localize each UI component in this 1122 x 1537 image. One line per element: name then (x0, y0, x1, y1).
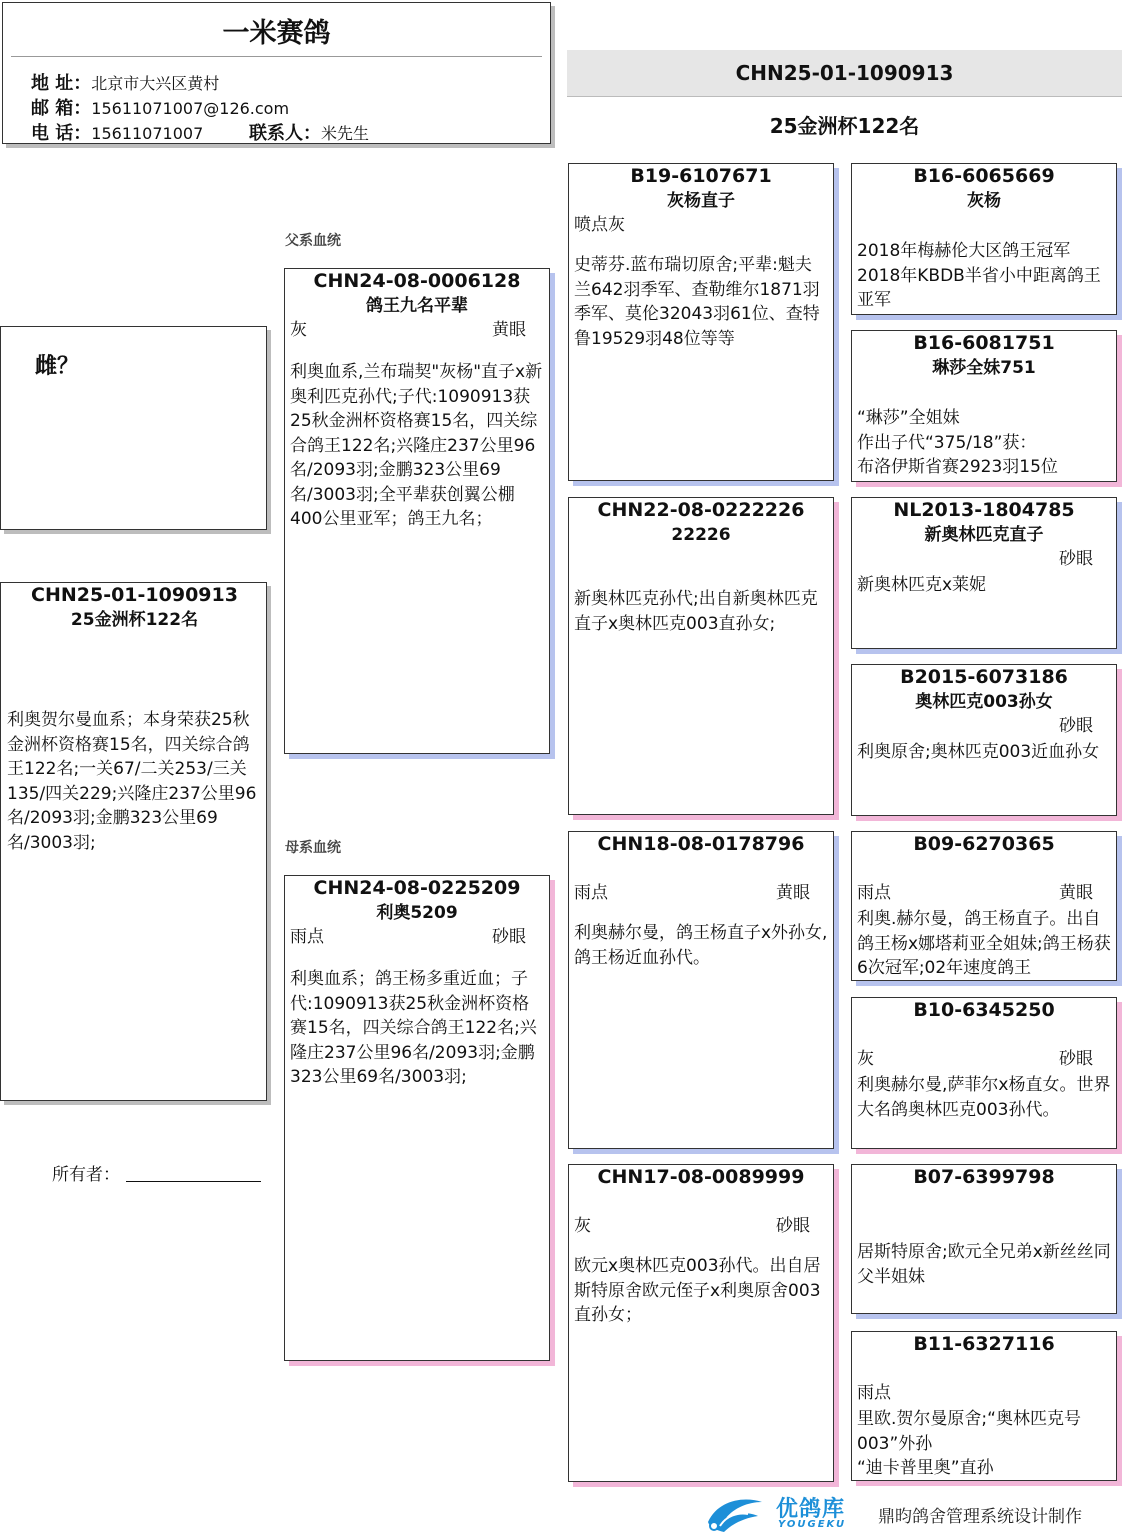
dam-traits (290, 925, 544, 951)
phone-label: 电 话： (31, 123, 92, 144)
gp-ring: B19-6107671 (630, 165, 772, 187)
gp-traits (574, 881, 828, 907)
ggp-color: 灰 (857, 1049, 874, 1069)
ggp-card-2 (851, 330, 1117, 482)
sire-traits (290, 318, 544, 344)
ggp-card-4 (851, 664, 1117, 816)
ggp-desc: 新奥林匹克x莱妮 (857, 575, 987, 595)
sire-section-label: 父系血统 (285, 233, 341, 249)
gp-name: 22226 (671, 524, 731, 545)
ggp-traits (857, 547, 1111, 573)
contact-label: 联系人： (249, 123, 321, 144)
ggp-eye: 砂眼 (1059, 716, 1093, 736)
address-row (31, 69, 219, 95)
sire-eye: 黄眼 (492, 320, 526, 340)
ggp-card-5 (851, 831, 1117, 981)
logo-subtext: YOUGEKU (778, 1519, 847, 1530)
gp-traits (574, 1214, 828, 1240)
ggp-name: 琳莎全妹751 (932, 357, 1036, 378)
ggp-ring: B16-6081751 (913, 332, 1055, 354)
dam-card (284, 875, 550, 1361)
ggp-desc: 2018年梅赫伦大区鸽王冠军 2018年KBDB半省小中距离鸽王亚军 (857, 241, 1101, 310)
subject-desc: 利奥贺尔曼血系；本身荣获25秋金洲杯资格赛15名，四关综合鸽王122名;一关67/二关253/三关135/四关229;兴隆庄237公里96名/2093羽;金鹏323公里69名/3003羽; (7, 710, 257, 853)
gp-name: 灰杨直子 (667, 190, 735, 211)
granddam-maternal-card (568, 1164, 834, 1482)
ggp-traits (857, 1381, 1111, 1407)
gp-name (574, 857, 828, 882)
ggp-eye: 砂眼 (1059, 1049, 1093, 1069)
header-divider (11, 56, 542, 57)
owner-signature-line[interactable] (126, 1181, 261, 1182)
gp-eye: 砂眼 (776, 1216, 810, 1236)
gp-color: 喷点灰 (574, 215, 625, 235)
gp-name (574, 1190, 828, 1215)
ggp-name (857, 1190, 1111, 1215)
header-card (2, 2, 551, 144)
ggp-eye: 黄眼 (1059, 883, 1093, 903)
email-row (31, 94, 289, 120)
sire-color: 灰 (290, 320, 307, 340)
gp-desc: 欧元x奥林匹克003孙代。出自居斯特原舍欧元侄子x利奥原舍003直孙女； (574, 1256, 821, 1325)
ggp-ring: B10-6345250 (913, 999, 1055, 1021)
contact-value: 米先生 (321, 124, 370, 143)
ggp-traits (857, 1214, 1111, 1240)
ggp-desc: 利奥原舍;奥林匹克003近血孙女 (857, 742, 1100, 762)
gp-desc: 史蒂芬.蓝布瑞切原舍;平辈:魁夫兰642羽季军、查勒维尔1871羽季军、莫伦32043羽61位、查特鲁19529羽48位等等 (574, 255, 820, 349)
email-label: 邮 箱： (31, 98, 92, 119)
ggp-desc: 利奥赫尔曼,萨菲尔x杨直女。世界大名鸽奥林匹克003孙代。 (857, 1075, 1111, 1120)
ggp-desc: 利奥.赫尔曼，鸽王杨直子。出自鸽王杨x娜塔莉亚全姐妹;鸽王杨获6次冠军;02年速度鸽王 (857, 909, 1111, 978)
ggp-ring: NL2013-1804785 (893, 499, 1075, 521)
ggp-ring: B11-6327116 (913, 1333, 1055, 1355)
ggp-card-8 (851, 1331, 1117, 1481)
dam-desc: 利奥血系；鸽王杨多重近血；子代:1090913获25秋金洲杯资格赛15名，四关综合鸽王122名;兴隆庄237公里96名/2093羽;金鹏323公里69名/3003羽; (290, 969, 537, 1087)
loft-title: 一米赛鸽 (222, 18, 331, 49)
granddam-paternal-card (568, 497, 834, 815)
ggp-ring: B09-6270365 (913, 833, 1055, 855)
subject-ring: CHN25-01-1090913 (31, 584, 238, 606)
email-value: 15611071007@126.com (91, 99, 290, 118)
subject-name: 25金洲杯122名 (70, 609, 199, 630)
banner-ring: CHN25-01-1090913 (735, 61, 954, 85)
ggp-desc: 居斯特原舍;欧元全兄弟x新丝丝同父半姐妹 (857, 1242, 1111, 1287)
gp-ring: CHN17-08-0089999 (597, 1166, 805, 1188)
sex-text: 雌？ (35, 354, 80, 379)
ggp-card-6 (851, 997, 1117, 1149)
ggp-ring: B2015-6073186 (900, 666, 1068, 688)
ggp-color: 雨点 (857, 1383, 891, 1403)
ggp-desc: “琳莎”全姐妹 作出子代“375/18”获： 布洛伊斯省赛2923羽15位 (857, 408, 1058, 477)
ggp-traits (857, 1047, 1111, 1073)
grandsire-paternal-card (568, 163, 834, 481)
phone-row (31, 119, 203, 145)
gp-color: 灰 (574, 1216, 591, 1236)
ggp-card-7 (851, 1164, 1117, 1314)
ggp-desc: 里欧.贺尔曼原舍;“奥林匹克号003”外孙 “迪卡普里奥”直孙 (857, 1409, 1081, 1478)
gp-desc: 利奥赫尔曼，鸽王杨直子x外孙女,鸽王杨近血孙代。 (574, 923, 828, 968)
ggp-card-1 (851, 163, 1117, 315)
gp-ring: CHN22-08-0222226 (597, 499, 805, 521)
gp-desc: 新奥林匹克孙代;出自新奥林匹克直子x奥林匹克003直孙女; (574, 589, 818, 634)
gp-color: 雨点 (574, 883, 608, 903)
ggp-name (857, 1023, 1111, 1048)
dam-eye: 砂眼 (492, 927, 526, 947)
ggp-name (857, 1357, 1111, 1382)
ggp-ring: B16-6065669 (913, 165, 1055, 187)
owner-label: 所有者： (52, 1165, 120, 1185)
ggp-name: 新奥林匹克直子 (924, 524, 1044, 545)
footer-credit: 鼎昀鸽舍管理系统设计制作 (878, 1507, 1082, 1527)
dam-ring: CHN24-08-0225209 (313, 877, 521, 899)
sire-name: 鸽王九名平辈 (366, 295, 468, 316)
dam-name: 利奥5209 (376, 902, 458, 923)
sire-card (284, 268, 550, 754)
address-label: 地 址： (31, 73, 92, 94)
gp-ring: CHN18-08-0178796 (597, 833, 805, 855)
ggp-color: 雨点 (857, 883, 891, 903)
address-value: 北京市大兴区黄村 (91, 74, 220, 93)
phone-value: 15611071007 (91, 124, 204, 143)
sex-box (0, 326, 267, 530)
dam-section-label: 母系血统 (285, 840, 341, 856)
top-banner (567, 50, 1122, 97)
pigeon-logo-icon (700, 1492, 770, 1534)
ggp-name: 奥林匹克003孙女 (915, 691, 1053, 712)
owner-row (52, 1160, 120, 1185)
dam-color: 雨点 (290, 927, 324, 947)
contact-row (249, 119, 369, 145)
ggp-name: 灰杨 (967, 190, 1001, 211)
ggp-ring: B07-6399798 (913, 1166, 1055, 1188)
ggp-traits (857, 213, 1111, 239)
grandsire-maternal-card (568, 831, 834, 1149)
subject-card (0, 582, 267, 1101)
banner-name: 25金洲杯122名 (769, 114, 920, 138)
gp-traits (574, 547, 828, 573)
ggp-eye: 砂眼 (1059, 549, 1093, 569)
sire-ring: CHN24-08-0006128 (313, 270, 521, 292)
footer (700, 1492, 1120, 1534)
logo-text: 优鸽库 (776, 1497, 846, 1522)
ggp-card-3 (851, 497, 1117, 649)
ggp-traits (857, 380, 1111, 406)
gp-traits (574, 213, 828, 239)
ggp-traits (857, 714, 1111, 740)
gp-eye: 黄眼 (776, 883, 810, 903)
sire-desc: 利奥血系,兰布瑞契"灰杨"直子x新奥利匹克孙代;子代:1090913获25秋金洲杯资格赛15名，四关综合鸽王122名;兴隆庄237公里96名/2093羽;金鹏323公里69名/3003羽;全平辈获创翼公棚400公里亚军；鸽王九名； (290, 362, 543, 529)
ggp-name (857, 857, 1111, 882)
ggp-traits (857, 881, 1111, 907)
